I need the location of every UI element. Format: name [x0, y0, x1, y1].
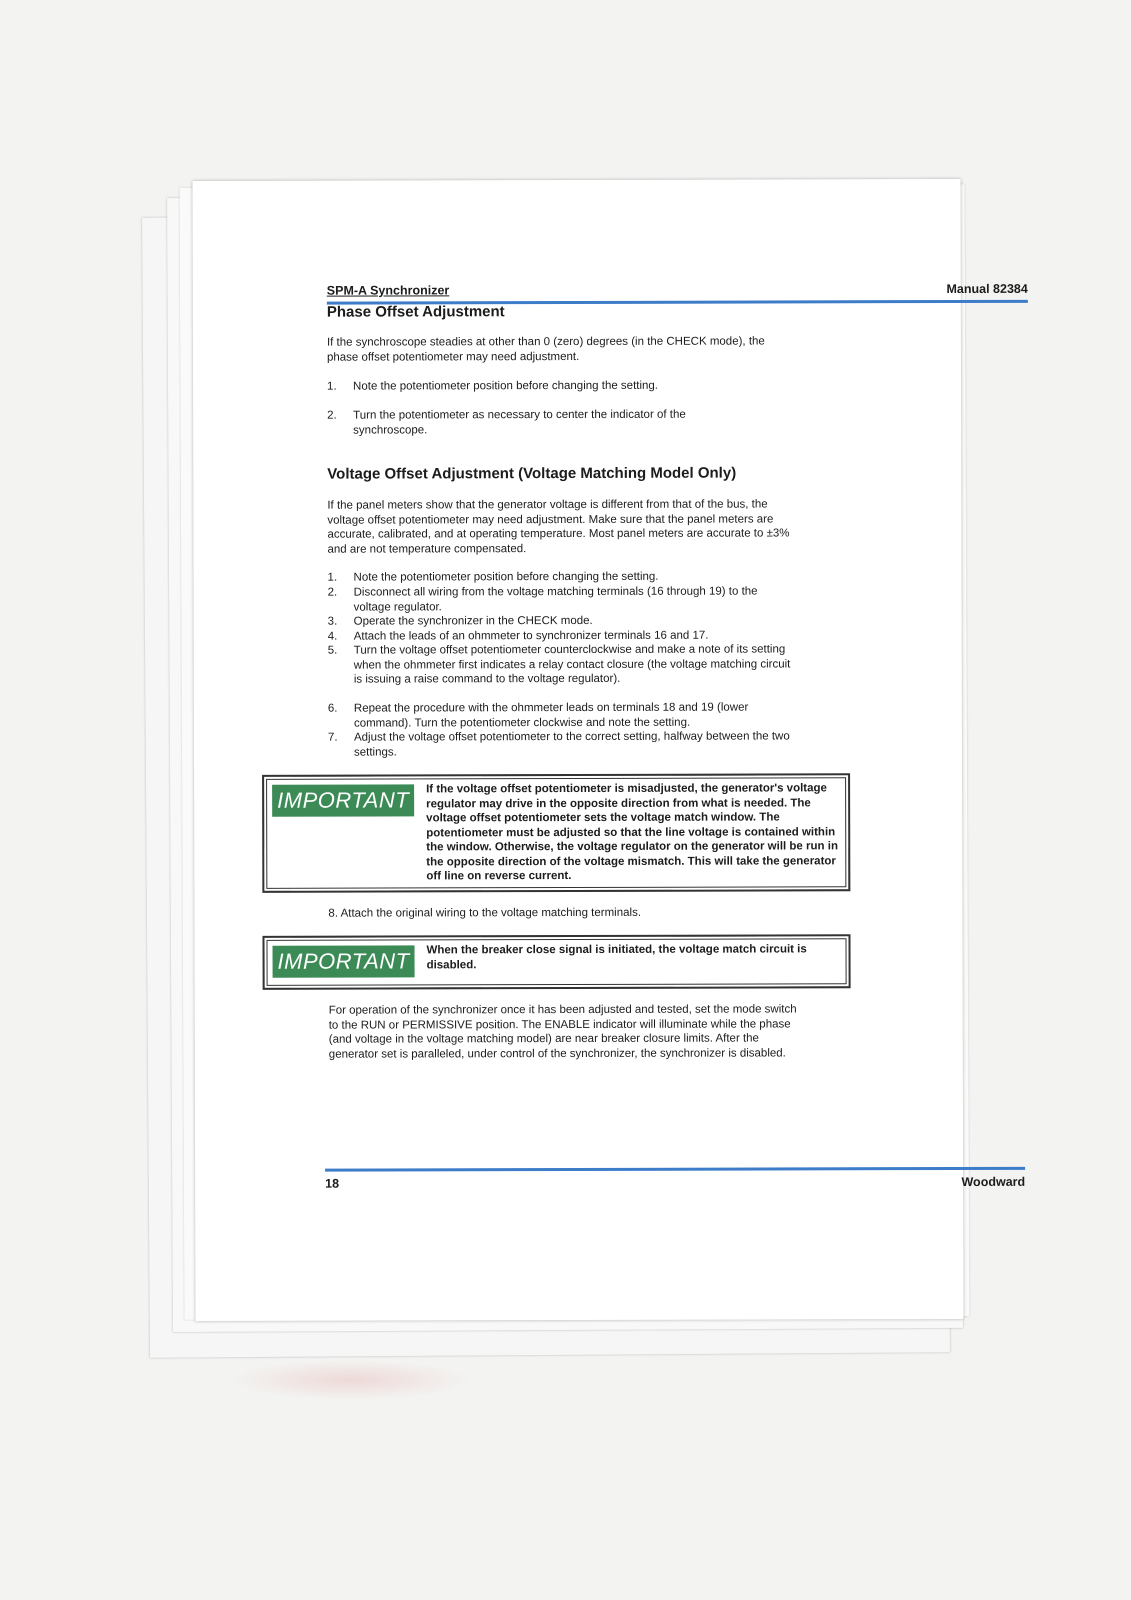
closing-paragraph: For operation of the synchronizer once it has been adjusted and tested, set the mode switch to the RUN or PERMISSIVE position. The ENABLE indicator will illuminate while the phase (and voltage in the voltage matching model) are near breaker closure limits. After the generator set is paralleled, under control of the synchronizer, the synchronizer is disabled. [328, 1003, 797, 1061]
step-number: 1. [327, 380, 337, 393]
page-footer [325, 1167, 1025, 1190]
step-text: Turn the potentiometer as necessary to center the indicator of the synchroscope. [353, 408, 686, 437]
step-text: Note the potentiometer position before changing the setting. [353, 379, 659, 393]
manual-page [193, 179, 1028, 1321]
step-text: Note the potentiometer position before changing the setting. [353, 570, 659, 584]
header-manual-number: Manual 82384 [946, 281, 1028, 297]
step-number: 1. [327, 571, 338, 584]
important-tag: IMPORTANT [273, 945, 415, 977]
phase-offset-intro: If the synchroscope steadies at other than 0 (zero) degrees (in the CHECK mode), the phase offset potentiometer may need adjustment. [326, 335, 765, 364]
page-number: 18 [325, 1176, 340, 1191]
step-number: 4. [327, 630, 338, 643]
phase-offset-heading: Phase Offset Adjustment [326, 303, 505, 321]
header-product: SPM-A Synchronizer [326, 283, 450, 298]
step-text: Repeat the procedure with the ohmmeter leads on terminals 18 and 19 (lower command). Turn the potentiometer clockwise and note the setting. [353, 701, 749, 730]
important-notice-breaker [262, 934, 850, 990]
important-text: When the breaker close signal is initiated, the voltage match circuit is disabled. [426, 943, 807, 971]
step-text: Adjust the voltage offset potentiometer to the correct setting, halfway between the two settings. [353, 730, 790, 759]
voltage-offset-heading: Voltage Offset Adjustment (Voltage Matching Model Only) [327, 464, 737, 483]
step-number: 2. [327, 586, 338, 599]
important-tag: IMPORTANT [272, 784, 414, 816]
step-number: 3. [327, 615, 338, 628]
step-number: 5. [327, 644, 338, 657]
page-header [327, 282, 1028, 305]
important-text: If the voltage offset potentiometer is misadjusted, the generator's voltage regulator may drive in the opposite direction from what is needed. The voltage offset potentiometer sets the voltage match window. The potentiometer must be adjusted so that the line voltage is contained within the window. Otherwise, the voltage regulator on the generator will be run in the opposite direction of the voltage mismatch. This will take the generator off line on reverse current. [426, 782, 838, 883]
voltage-offset-intro: If the panel meters show that the generator voltage is different from that of the bus, the voltage offset potentiometer may need adjustment. Make sure that the panel meters are accurate, calibrated, and at operating temperature. Most panel meters are accurate to ±3% and are not temperature compensated. [327, 498, 790, 556]
step-number: 2. [327, 409, 337, 422]
paper-stain [230, 1360, 470, 1400]
step-text: Turn the voltage offset potentiometer counterclockwise and make a note of its setting when the ohmmeter first indicates a relay contact closure (the voltage matching circuit is issuing a raise command to the voltage regulator). [353, 643, 791, 686]
voltage-step-8: 8. Attach the original wiring to the voltage matching terminals. [328, 906, 642, 920]
footer-brand: Woodward [961, 1174, 1026, 1189]
step-number: 7. [327, 731, 338, 744]
step-number: 6. [327, 702, 338, 715]
step-text: Operate the synchronizer in the CHECK mode. [353, 614, 593, 628]
step-text: Attach the leads of an ohmmeter to synchronizer terminals 16 and 17. [353, 629, 709, 643]
step-text: Disconnect all wiring from the voltage matching terminals (16 through 19) to the voltage regulator. [353, 585, 758, 614]
important-notice-misadjust [262, 773, 850, 893]
